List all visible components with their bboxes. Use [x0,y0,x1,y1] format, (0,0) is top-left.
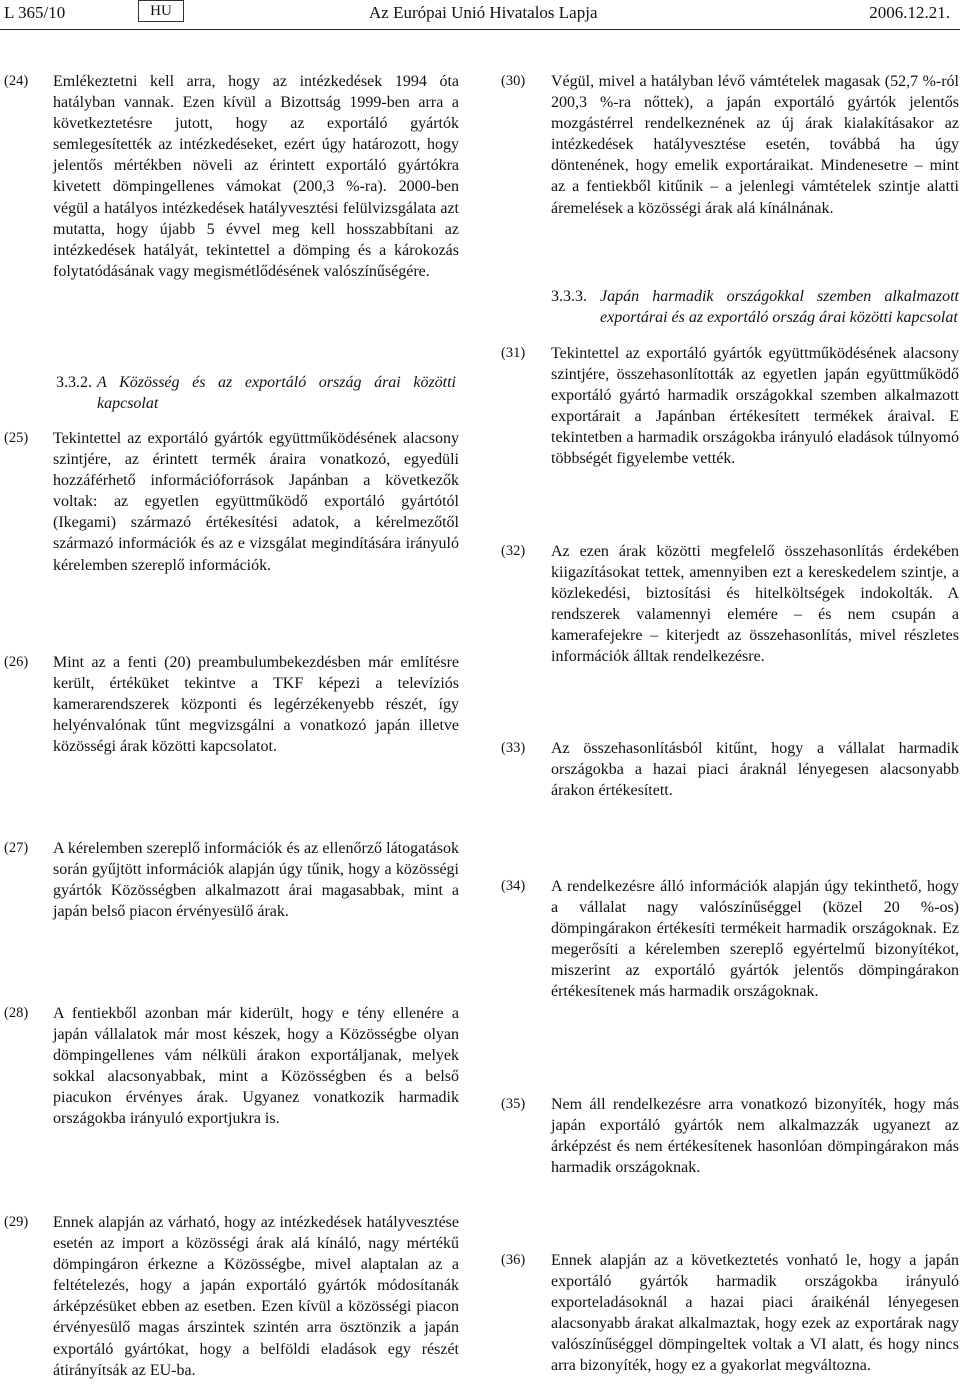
page-header [0,0,960,30]
paragraph-number: (24) [4,73,29,89]
paragraph-number: (25) [4,430,29,446]
paragraph-text: Tekintettel az exportáló gyártók együttműködésének alacsony szintjére, az érintett termék áraira vonatkozó, egyedüli hozzáférhető információforrások Japánban a következők voltak: az egyetlen együttműködő exportáló gyártótól (Ikegami) származó értékesítési adatok, a kérelmezőtől származó információk és az e vizsgálat megindítására irányuló kérelemben szereplő információk. [53,430,459,574]
paragraph-number: (33) [501,740,526,756]
section-number: 3.3.3. [551,288,587,305]
paragraph-text: A fentiekből azonban már kiderült, hogy e tény ellenére a japán vállalatok már most készek, hogy a Közösségbe olyan dömpingellenes vám nélküli árakon exportáljanak, melyek sokkal alacsonyabbak, mint a Közösségben és a belső piacukon érvényes árak. Ugyanez vonatkozik harmadik országokba irányuló exportjukra is. [53,1005,459,1128]
header-rule [0,29,960,30]
page-number: L 365/10 [4,3,66,22]
journal-title: Az Európai Unió Hivatalos Lapja [369,3,598,22]
paragraph-text: Ennek alapján az várható, hogy az intézkedések hatályvesztése esetén az import a közösségi árak alá kínáló, nagy mértékű dömpingáron érkezne a Közösségbe, mivel alaptalan az a feltételezés, hogy a japán exportáló gyártók módosítanák árképzésüket ebben az esetben. Ezen kívül a közösségi piacon érvényesülő magas árszintek szintén arra ösztönzik a japán exportáló gyártókat, hogy a belföldi eladások egy részét átirányítsák az EU-ba. [53,1214,459,1379]
paragraph-text: Végül, mivel a hatályban lévő vámtételek magasak (52,7 %-ról 200,3 %-ra nőttek), a japán exportáló gyártók jelentős mozgástérrel rendelkeznének az új árak kialakításakor az intézkedések hatályvesztése esetén, továbbá ha úgy döntenének, hogy emelik exportáraikat. Mindenesetre – mint az a fentiekből kitűnik – a jelenlegi vámtételek szintje alatti áremelések a közösségi árak alá kínálnának. [551,73,959,217]
paragraph-number: (35) [501,1096,526,1112]
paragraph-text: Tekintettel az exportáló gyártók együttműködésének alacsony szintjére, összehasonlították az egyetlen japán együttműködő exportáló gyártó harmadik országokkal szemben alkalmazott exportárait a Japánban értékesített termékek áraival. E tekintetben a harmadik országokba irányuló eladások túlnyomó többségét figyelembe vették. [551,345,959,468]
paragraph-number: (31) [501,345,526,361]
paragraph-number: (27) [4,840,29,856]
paragraph-number: (34) [501,878,526,894]
paragraph-text: Mint az a fenti (20) preambulumbekezdésben már említésre került, értéküket tekintve a TKF képezi a televíziós kamerarendszerek központi és legérzékenyebb részét, így helyénvalónak tűnt megvizsgálni a vonatkozó japán illetve közösségi árak közötti kapcsolatot. [53,654,459,756]
publication-date: 2006.12.21. [869,3,950,22]
section-title: A Közösség és az exportáló ország árai közötti kapcsolat [97,374,456,412]
paragraph-number: (32) [501,543,526,559]
paragraph-text: Nem áll rendelkezésre arra vonatkozó bizonyíték, hogy más japán exportáló gyártók nem alkalmazzák ugyanezt az árképzést és nem értékesítenek hasonlóan dömpingárakon más harmadik országoknak. [551,1096,959,1177]
paragraph-number: (36) [501,1252,526,1268]
language-code: HU [138,0,184,22]
paragraph-number: (30) [501,73,526,89]
paragraph-number: (26) [4,654,29,670]
paragraph-text: A rendelkezésre álló információk alapján úgy tekinthető, hogy a vállalat nagy valószínűséggel (közel 20 %-os) dömpingárakon értékesíti termékeit harmadik országoknak. Ez megerősíti a kérelemben szereplő egyértelmű bizonyítékot, miszerint az exportáló gyártók jelentős dömpingárakon értékesítenek más harmadik országoknak. [551,878,959,1001]
paragraph-text: Emlékeztetni kell arra, hogy az intézkedések 1994 óta hatályban vannak. Ezen kívül a Bizottság 1999-ben arra a következtetésre jutott, hogy az exportáló gyártók semlegesítették az intézkedéseket, ezért úgy határozott, hogy jelentős mértékben növeli az érintett exportáló gyártókra kivetett dömpingellenes vámokat (200,3 %-ra). 2000-ben végül a hatályos intézkedések hatályvesztési felülvizsgálata azt mutatta, hogy újabb 5 évvel meg kell hosszabbítani az intézkedések hatályát, tekintettel a dömping és a károkozás folytatódásának vagy megismétlődésének valószínűségére. [53,73,459,280]
paragraph-text: Ennek alapján az a következtetés vonható le, hogy a japán exportáló gyártók harmadik országokba irányuló exporteladásoknál a hazai piaci áraikénál lényegesen alacsonyabb árakat alkalmaztak, hogy ezek az exportárak nagy valószínűséggel dömpingeltek voltak a VI alatt, és hogy nincs arra bizonyíték, hogy ez a gyakorlat megváltozna. [551,1252,959,1375]
section-number: 3.3.2. [56,374,92,391]
paragraph-number: (28) [4,1005,29,1021]
paragraph-text: Az összehasonlításból kitűnt, hogy a vállalat harmadik országokba a hazai piaci áraknál lényegesen alacsonyabb árakon értékesített. [551,740,959,800]
paragraph-text: A kérelemben szereplő információk és az ellenőrző látogatások során gyűjtött információk alapján úgy tűnik, hogy a közösségi gyártók Közösségben alkalmazott árai magasabbak, mint a japán belső piacon érvényesülő árak. [53,840,459,921]
paragraph-number: (29) [4,1214,29,1230]
paragraph-text: Az ezen árak közötti megfelelő összehasonlítás érdekében kiigazításokat tettek, amennyiben ezt a kereskedelem szintje, a közlekedési, biztosítási és hitelköltségek indokolták. A rendszerek valamennyi elemére – és nem csupán a kamerafejekre – kiterjedt az összehasonlítás, mivel részletes információk álltak rendelkezésre. [551,543,959,666]
section-title: Japán harmadik országokkal szemben alkalmazott exportárai és az exportáló ország árai közötti kapcsolat [600,288,959,326]
